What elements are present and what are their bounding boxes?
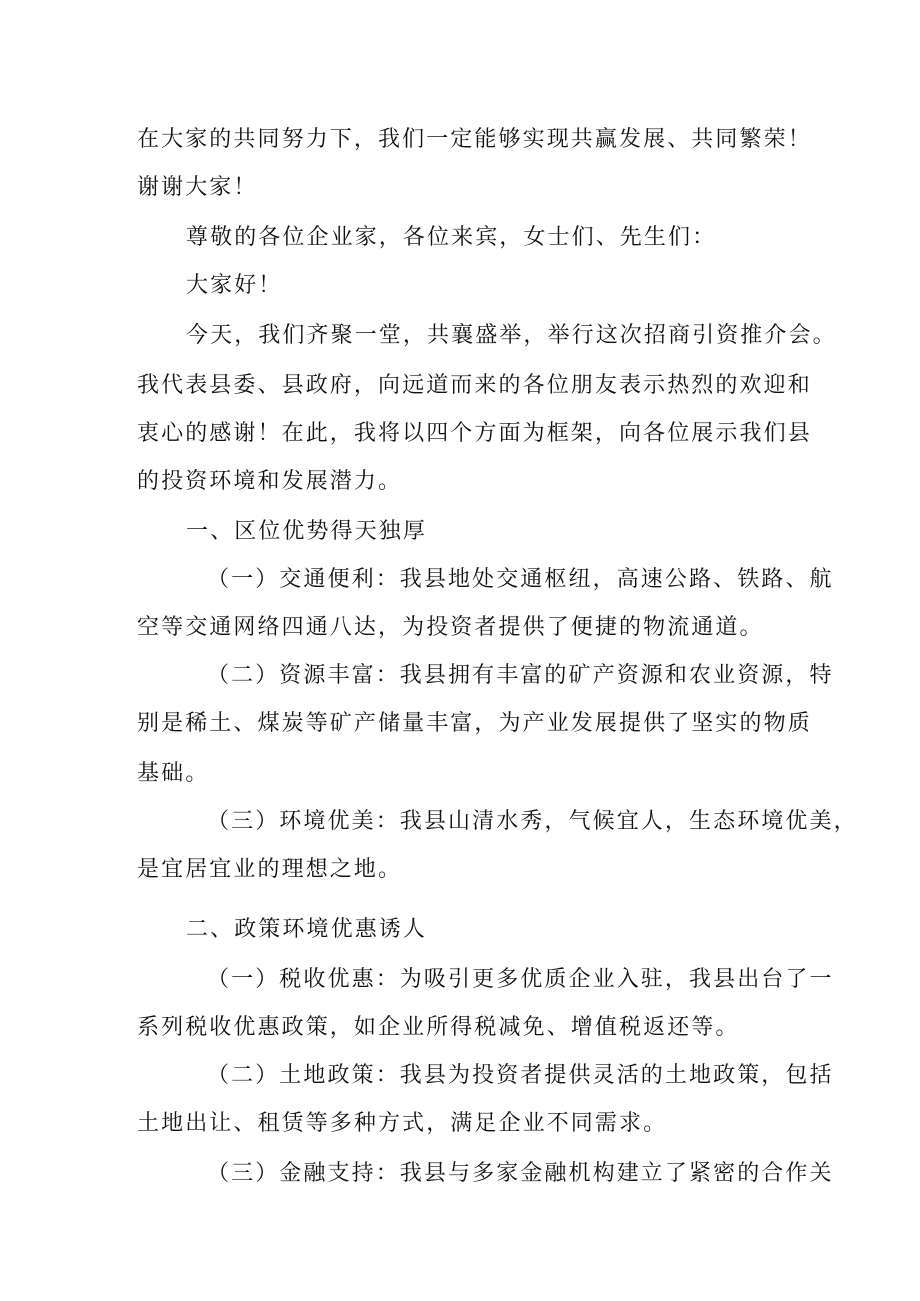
section-1-item-3-line-2: 是宜居宜业的理想之地。 bbox=[137, 857, 403, 882]
thanks-line: 谢谢大家！ bbox=[137, 175, 258, 200]
section-heading-2: 二、政策环境优惠诱人 bbox=[186, 917, 428, 942]
section-2-item-2-line-1: （二）土地政策：我县为投资者提供灵活的土地政策，包括 bbox=[207, 1063, 834, 1088]
section-1-item-2-line-2: 别是稀土、煤炭等矿产储量丰富，为产业发展提供了坚实的物质 bbox=[137, 711, 812, 736]
section-1-item-2-line-3: 基础。 bbox=[137, 761, 210, 786]
section-2-item-1-line-2: 系列税收优惠政策，如企业所得税减免、增值税返还等。 bbox=[137, 1015, 740, 1040]
intro-paragraph-line-1: 今天，我们齐聚一堂，共襄盛举，举行这次招商引资推介会。 bbox=[186, 323, 837, 348]
section-heading-1: 一、区位优势得天独厚 bbox=[186, 519, 428, 544]
intro-paragraph-line-2: 我代表县委、县政府，向远道而来的各位朋友表示热烈的欢迎和 bbox=[137, 373, 812, 398]
section-2-item-1-line-1: （一）税收优惠：为吸引更多优质企业入驻，我县出台了一 bbox=[207, 967, 834, 992]
intro-paragraph-line-3: 衷心的感谢！在此，我将以四个方面为框架，向各位展示我们县 bbox=[137, 421, 812, 446]
section-1-item-1-line-2: 空等交通网络四通八达，为投资者提供了便捷的物流通道。 bbox=[137, 615, 764, 640]
section-2-item-3-line-1: （三）金融支持：我县与多家金融机构建立了紧密的合作关 bbox=[207, 1161, 834, 1186]
greeting: 大家好！ bbox=[186, 273, 283, 298]
section-1-item-3-line-1: （三）环境优美：我县山清水秀，气候宜人，生态环境优美， bbox=[207, 809, 858, 834]
section-2-item-2-line-2: 土地出让、租赁等多种方式，满足企业不同需求。 bbox=[137, 1111, 668, 1136]
intro-paragraph-line-4: 的投资环境和发展潜力。 bbox=[137, 469, 403, 494]
section-1-item-2-line-1: （二）资源丰富：我县拥有丰富的矿产资源和农业资源，特 bbox=[207, 663, 834, 688]
section-1-item-1-line-1: （一）交通便利：我县地处交通枢纽，高速公路、铁路、航 bbox=[207, 567, 834, 592]
closing-sentence: 在大家的共同努力下，我们一定能够实现共赢发展、共同繁荣！ bbox=[137, 127, 812, 152]
salutation: 尊敬的各位企业家，各位来宾，女士们、先生们： bbox=[186, 225, 717, 250]
